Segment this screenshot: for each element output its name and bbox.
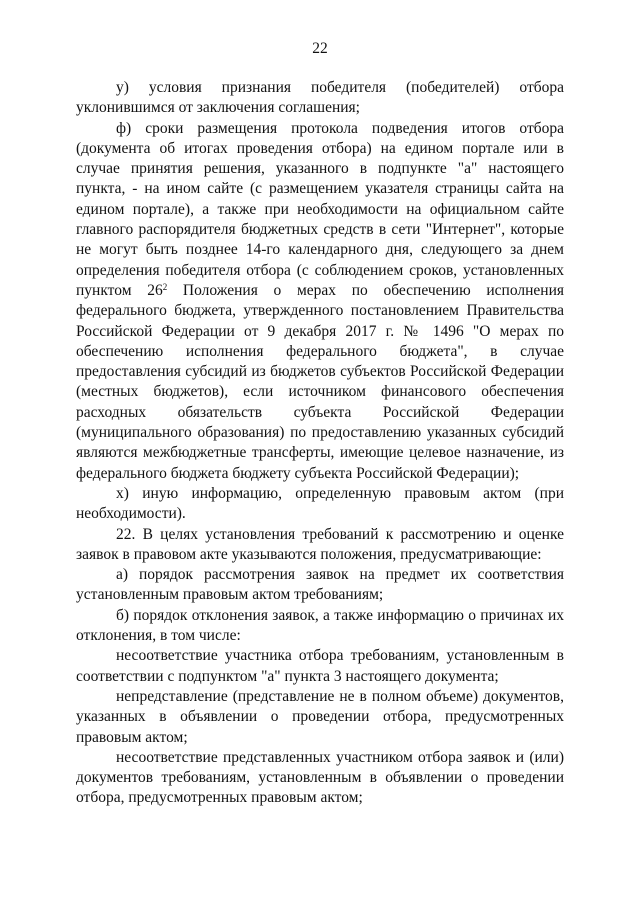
paragraph-u: у) условия признания победителя (победителей) отбора уклонившимся от заключения соглашения; bbox=[76, 79, 564, 117]
paragraph-nonsubmission: непредставление (представление не в полном объеме) документов, указанных в объявлении о проведении отбора, предусмотренных правовым актом; bbox=[76, 687, 564, 746]
paragraph-a: а) порядок рассмотрения заявок на предмет их соответствия установленным правовым актом требованиям; bbox=[76, 566, 564, 604]
footnote-superscript: 2 bbox=[162, 281, 168, 292]
document-body bbox=[76, 78, 564, 809]
page-number: 22 bbox=[312, 40, 328, 57]
paragraph-noncompliance-documents: несоответствие представленных участником отбора заявок и (или) документов требованиям, установленным в объявлении о проведении отбора, предусмотренных правовым актом; bbox=[76, 748, 564, 807]
paragraph-b: б) порядок отклонения заявок, а также информацию о причинах их отклонения, в том числе: bbox=[76, 606, 564, 645]
paragraph-22: 22. В целях установления требований к рассмотрению и оценке заявок в правовом акте указываются положения, предусматривающие: bbox=[76, 525, 564, 563]
paragraph-f-text-start: ф) сроки размещения протокола подведения итогов отбора (документа об итогах проведения отбора) на едином портале или в случае принятия решения, указанного в подпункте "а" настоящего пункта, - на ином сайте (с размещением указателя страницы сайта на едином портале), а также при необходимости на официальном сайте главного распорядителя бюджетных средств в сети "Интернет", которые не могут быть позднее 14-го календарного дня, следующего за днем определения победителя отбора (с соблюдением сроков, установленных пунктом 26 bbox=[76, 119, 564, 299]
paragraph-f bbox=[76, 119, 564, 484]
paragraph-noncompliance-participant: несоответствие участника отбора требованиям, установленным в соответствии с подпунктом "а" пункта 3 настоящего документа; bbox=[76, 647, 564, 685]
paragraph-f-text-end: Положения о мерах по обеспечению исполнения федерального бюджета, утвержденного постановлением Правительства Российской Федерации от 9 декабря 2017 г. № 1496 "О мерах по обеспечению исполнения федерального бюджета", в случае предоставления субсидий из бюджетов субъектов Российской Федерации (местных бюджетов), если источником финансового обеспечения расходных обязательств субъекта Российской Федерации (муниципального образования) по предоставлению указанных субсидий являются межбюджетные трансферты, имеющие целевое назначение, из федерального бюджета бюджету субъекта Российской Федерации); bbox=[76, 281, 565, 482]
paragraph-h: х) иную информацию, определенную правовым актом (при необходимости). bbox=[76, 484, 564, 523]
